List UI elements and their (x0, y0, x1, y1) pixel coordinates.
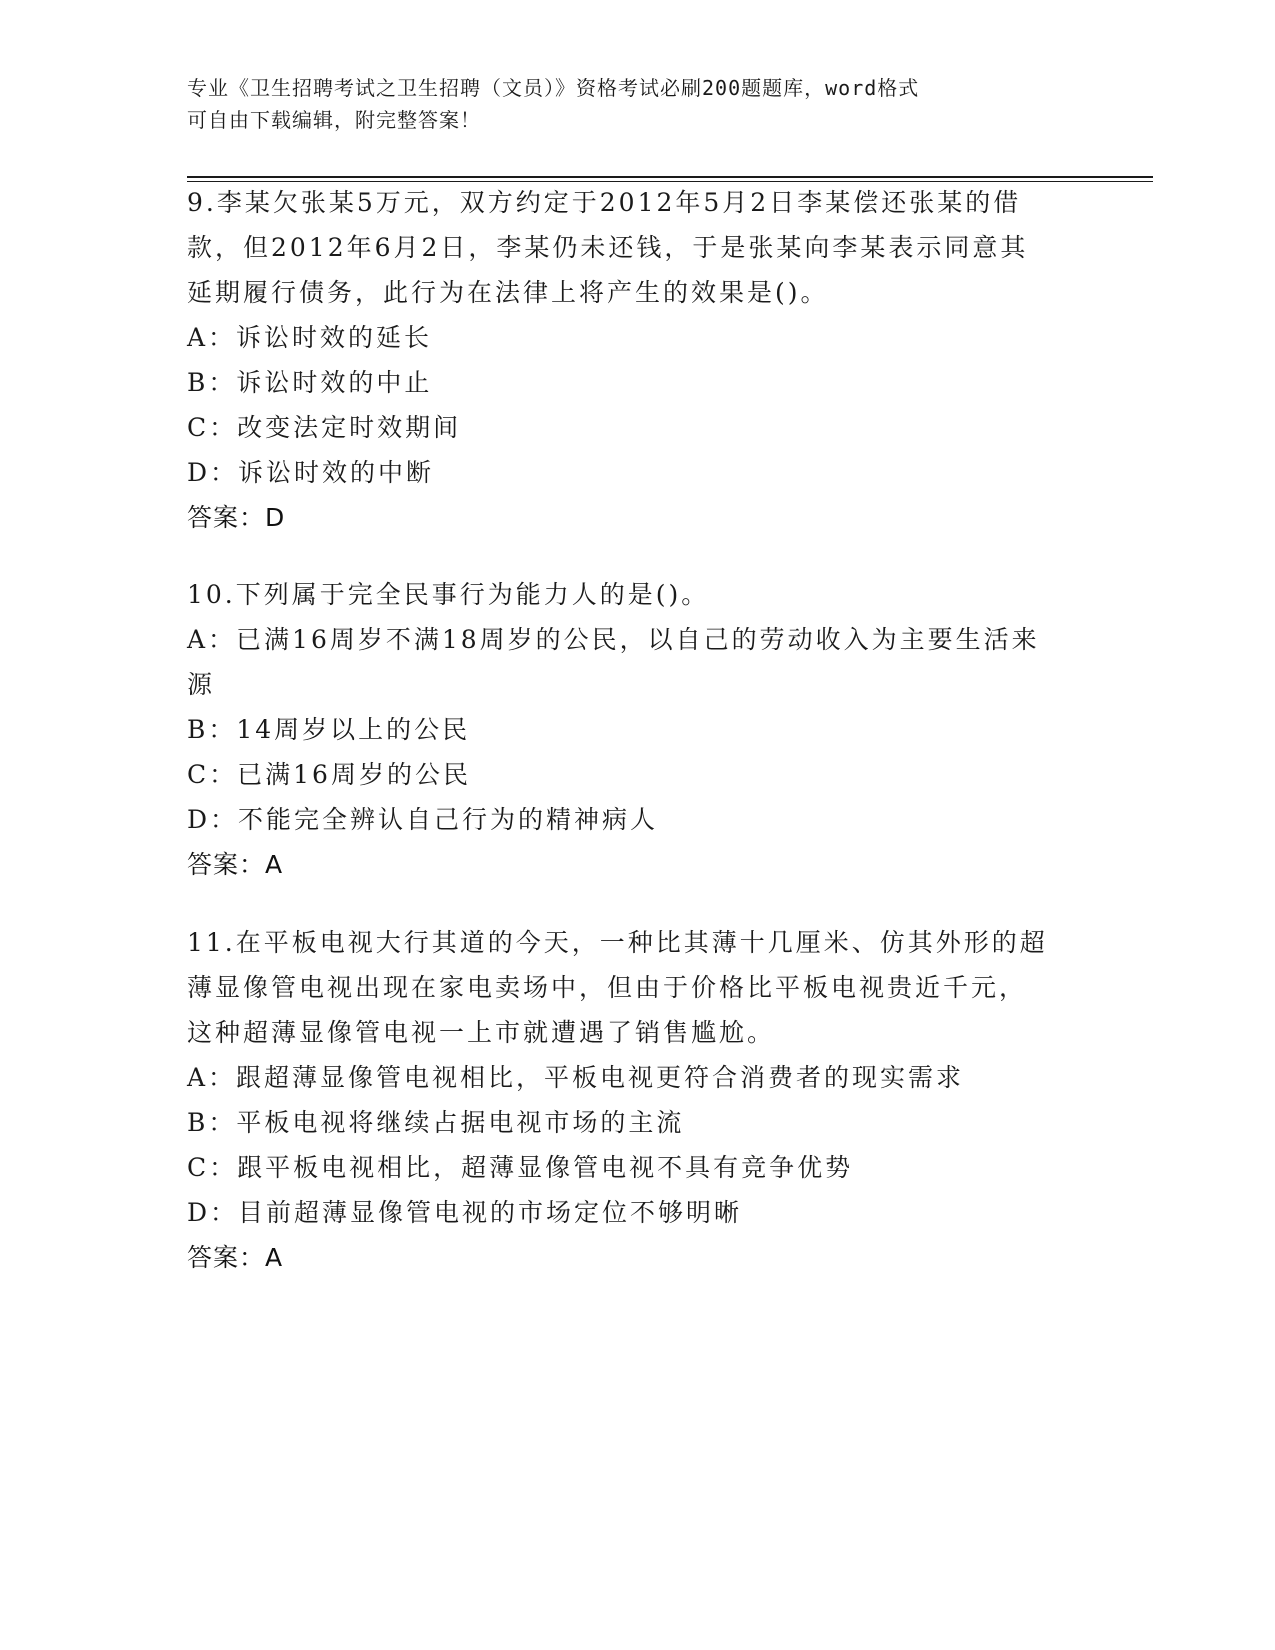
option-a: A：跟超薄显像管电视相比，平板电视更符合消费者的现实需求 (187, 1063, 965, 1092)
option-a: A：诉讼时效的延长 (187, 323, 433, 352)
answer-line: 答案：A (187, 850, 284, 879)
question-stem-line: 延期履行债务，此行为在法律上将产生的效果是()。 (187, 278, 829, 307)
header-divider-thick (187, 176, 1153, 178)
question-block (187, 920, 1077, 1280)
option-b: B：平板电视将继续占据电视市场的主流 (187, 1108, 685, 1137)
answer-line: 答案：D (187, 503, 286, 532)
option-d: D：不能完全辨认自己行为的精神病人 (187, 805, 659, 834)
answer-line: 答案：A (187, 1243, 284, 1272)
question-stem-line: 这种超薄显像管电视一上市就遭遇了销售尴尬。 (187, 1018, 776, 1047)
option-d: D：目前超薄显像管电视的市场定位不够明晰 (187, 1198, 743, 1227)
option-b: B：14周岁以上的公民 (187, 715, 471, 744)
option-b: B：诉讼时效的中止 (187, 368, 433, 397)
question-block (187, 180, 1077, 540)
option-c: C：跟平板电视相比，超薄显像管电视不具有竞争优势 (187, 1153, 854, 1182)
option-a: A：已满16周岁不满18周岁的公民，以自己的劳动收入为主要生活来 (187, 625, 1040, 654)
question-block (187, 572, 1077, 887)
question-stem-line: 薄显像管电视出现在家电卖场中，但由于价格比平板电视贵近千元， (187, 973, 1028, 1002)
header-title-line-2: 可自由下载编辑，附完整答案！ (187, 108, 481, 132)
question-stem-line: 款，但2012年6月2日，李某仍未还钱，于是张某向李某表示同意其 (187, 233, 1029, 262)
header-title-line-1: 专业《卫生招聘考试之卫生招聘（文员）》资格考试必刷200题题库，word格式 (187, 76, 920, 100)
option-d: D：诉讼时效的中断 (187, 458, 435, 487)
question-stem-line: 9.李某欠张某5万元，双方约定于2012年5月2日李某偿还张某的借 (187, 188, 1022, 217)
option-a-continued: 源 (187, 670, 216, 699)
question-stem-line: 10.下列属于完全民事行为能力人的是()。 (187, 580, 710, 609)
option-c: C：改变法定时效期间 (187, 413, 462, 442)
question-stem-line: 11.在平板电视大行其道的今天，一种比其薄十几厘米、仿其外形的超 (187, 928, 1048, 957)
document-header (187, 72, 1067, 136)
option-c: C：已满16周岁的公民 (187, 760, 471, 789)
